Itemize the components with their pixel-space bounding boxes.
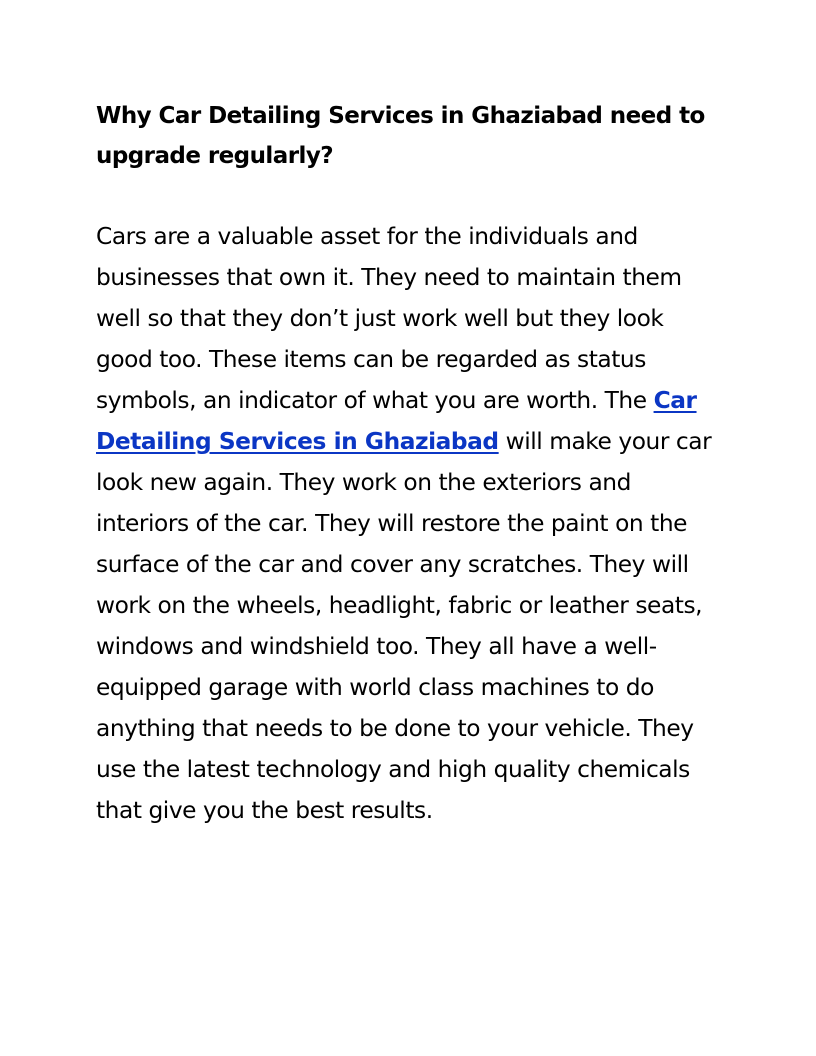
- document-title: Why Car Detailing Services in Ghaziabad need to upgrade regularly?: [96, 103, 705, 169]
- paragraph-text-before-link: Cars are a valuable asset for the individuals and businesses that own it. They need to maintain them well so that they don’t just work well but they look good too. These items can be regarded as status symbols, an indicator of what you are worth. The: [96, 223, 682, 414]
- paragraph-text-after-link: will make your car look new again. They work on the exteriors and interiors of the car. They will restore the paint on the surface of the car and cover any scratches. They will work on the wheels, headlight, fabric or leather seats, windows and windshield too. They all have a well-equipped garage with world class machines to do anything that needs to be done to your vehicle. They use the latest technology and high quality chemicals that give you the best results.: [96, 428, 712, 824]
- document-content: [96, 96, 720, 831]
- body-paragraph: [96, 216, 720, 831]
- car-detailing-services-link[interactable]: Car Detailing Services in Ghaziabad: [96, 387, 697, 455]
